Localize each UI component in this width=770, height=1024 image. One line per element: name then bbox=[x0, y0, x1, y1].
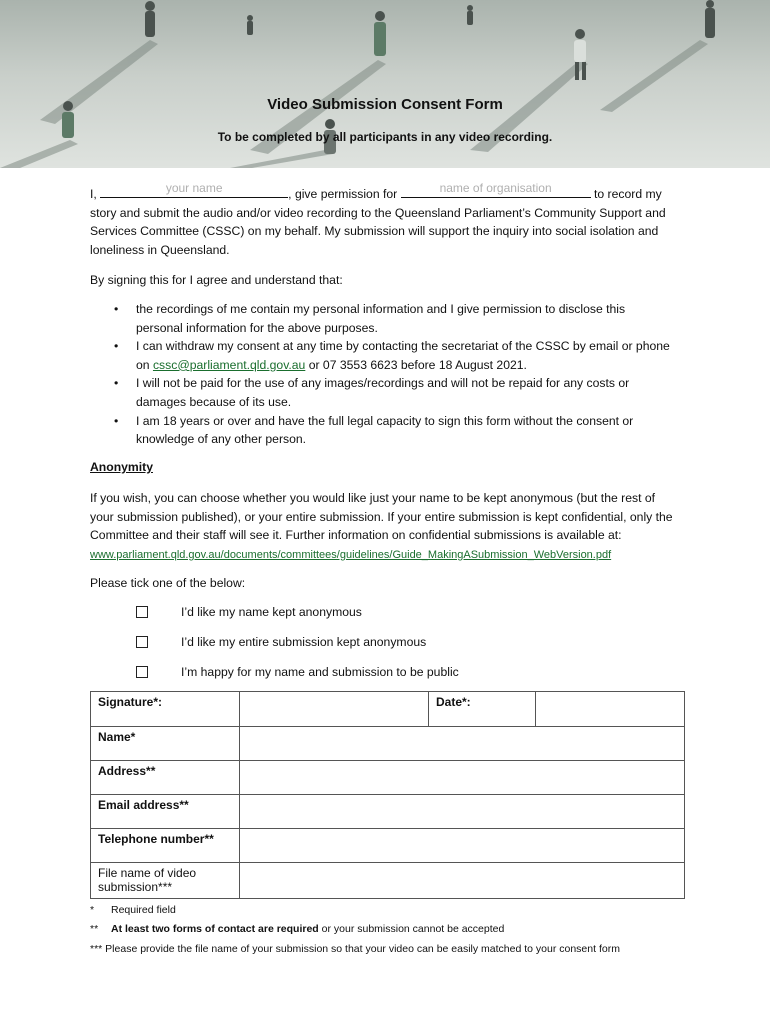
checkbox[interactable] bbox=[136, 666, 148, 678]
table-row bbox=[91, 727, 685, 761]
footnote-required bbox=[90, 904, 176, 916]
bullet-item bbox=[90, 337, 670, 374]
checkbox[interactable] bbox=[136, 636, 148, 648]
table-row bbox=[91, 795, 685, 829]
your-name-field[interactable] bbox=[100, 181, 288, 198]
bullet-item bbox=[90, 300, 670, 337]
bullet-text: or 07 3553 6623 before 18 August 2021. bbox=[305, 357, 527, 372]
bullet-text: I am 18 years or over and have the full legal capacity to sign this form without the consent or knowledge of any other person. bbox=[136, 413, 634, 447]
page-subtitle: To be completed by all participants in any video recording. bbox=[217, 130, 553, 144]
table-row bbox=[91, 761, 685, 795]
email-label: Email address** bbox=[91, 795, 240, 829]
bullet-text: I will not be paid for the use of any images/recordings and will not be repaid for any costs or damages because of its use. bbox=[136, 376, 630, 409]
address-label: Address** bbox=[91, 761, 240, 795]
bullet-item bbox=[90, 412, 670, 449]
date-label: Date*: bbox=[429, 692, 536, 727]
option-public[interactable] bbox=[136, 665, 459, 679]
footnote-contact bbox=[90, 923, 504, 935]
checkbox[interactable] bbox=[136, 606, 148, 618]
anonymity-paragraph bbox=[90, 489, 682, 564]
page-title: Video Submission Consent Form bbox=[267, 96, 503, 113]
telephone-field[interactable] bbox=[240, 829, 685, 863]
agree-text: By signing this for I agree and understand that: bbox=[90, 273, 343, 287]
footnote-bold: At least two forms of contact are required bbox=[111, 923, 319, 935]
header-banner bbox=[0, 0, 770, 168]
footnote-file-name: *** Please provide the file name of your submission so that your video can be easily matched to your consent form bbox=[90, 943, 620, 955]
guidelines-link[interactable]: www.parliament.qld.gov.au/documents/committees/guidelines/Guide_MakingASubmission_WebVersion.pdf bbox=[90, 548, 612, 561]
option-label: I’m happy for my name and submission to be public bbox=[181, 665, 459, 679]
intro-paragraph bbox=[90, 181, 682, 259]
table-row bbox=[91, 863, 685, 899]
bullet-item bbox=[90, 374, 670, 411]
footnote-text: or your submission cannot be accepted bbox=[318, 923, 505, 935]
file-name-field[interactable] bbox=[240, 863, 685, 899]
option-submission-anonymous[interactable] bbox=[136, 635, 426, 649]
name-field[interactable] bbox=[240, 727, 685, 761]
table-row bbox=[91, 692, 685, 727]
consent-bullet-list bbox=[90, 300, 670, 449]
option-label: I’d like my entire submission kept anonymous bbox=[181, 635, 427, 649]
bullet-text: I can withdraw my consent at any time by contacting the secretariat of the CSSC by email or phone on bbox=[136, 339, 670, 372]
bullet-text: the recordings of me contain my personal information and I give permission to disclose this personal information for the above purposes. bbox=[136, 302, 626, 335]
date-field[interactable] bbox=[536, 692, 685, 727]
tick-prompt: Please tick one of the below: bbox=[90, 576, 246, 590]
cssc-email-link[interactable]: cssc@parliament.qld.gov.au bbox=[152, 357, 306, 372]
option-name-anonymous[interactable] bbox=[136, 605, 362, 619]
signature-field[interactable] bbox=[240, 692, 429, 727]
table-row bbox=[91, 829, 685, 863]
signature-label: Signature*: bbox=[91, 692, 240, 727]
footnote-text: Required field bbox=[111, 904, 176, 916]
intro-suffix: to record my story and submit the audio and/or video recording to the Queensland Parliament’s Community Support and Services Committee (CSSC) on my behalf. My submission will support the inquiry into social isolation and loneliness in Queensland. bbox=[90, 187, 666, 257]
intro-prefix: I, bbox=[90, 187, 101, 201]
option-label: I’d like my name kept anonymous bbox=[181, 605, 362, 619]
name-label: Name* bbox=[91, 727, 240, 761]
anonymity-heading: Anonymity bbox=[90, 460, 153, 474]
file-name-label: File name of video submission*** bbox=[91, 863, 240, 899]
intro-middle: , give permission for bbox=[288, 187, 401, 201]
footnote-mark: * bbox=[90, 904, 95, 916]
your-name-placeholder: your name bbox=[165, 181, 223, 195]
details-table bbox=[90, 691, 685, 899]
telephone-label: Telephone number** bbox=[91, 829, 240, 863]
email-field[interactable] bbox=[240, 795, 685, 829]
anonymity-text: If you wish, you can choose whether you would like just your name to be kept anonymous (but the rest of your submission published), or your entire submission. If your entire submission is kept confidential, only the Committee and their staff will see it. Further information on confidential submissions is available at: bbox=[90, 491, 673, 543]
address-field[interactable] bbox=[240, 761, 685, 795]
footnote-mark: ** bbox=[90, 923, 99, 935]
organisation-name-field[interactable] bbox=[401, 181, 591, 198]
organisation-placeholder: name of organisation bbox=[439, 181, 552, 195]
